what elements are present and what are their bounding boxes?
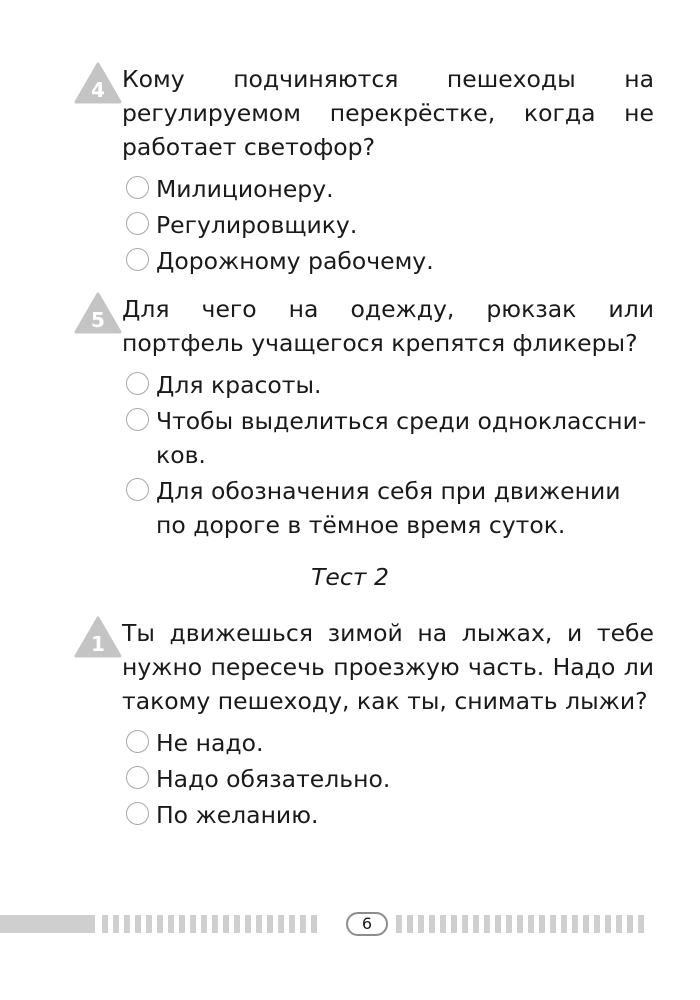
footer-tick (462, 915, 468, 933)
footer-tick (418, 915, 424, 933)
footer-tick (495, 915, 501, 933)
answer-option[interactable] (126, 762, 654, 796)
footer-tick (627, 915, 633, 933)
answer-option[interactable] (126, 404, 654, 472)
footer-tick (583, 915, 589, 933)
answer-option[interactable] (126, 208, 654, 242)
option-label: Не надо. (156, 729, 264, 757)
footer-tick (267, 915, 273, 933)
test-title: Тест 2 (311, 563, 389, 591)
page-footer (0, 912, 700, 938)
radio-circle-icon[interactable] (126, 372, 149, 395)
option-label: Регулировщику. (156, 211, 358, 239)
answer-option[interactable] (126, 726, 654, 760)
footer-tick (256, 915, 262, 933)
footer-tick (550, 915, 556, 933)
triangle-number-badge-icon (74, 616, 122, 658)
footer-tick (146, 915, 152, 933)
answer-options (74, 172, 654, 278)
footer-tick (528, 915, 534, 933)
footer-tick (311, 915, 317, 933)
radio-circle-icon[interactable] (126, 176, 149, 199)
question-header (74, 292, 654, 360)
question-1 (74, 616, 654, 834)
footer-tick (561, 915, 567, 933)
radio-circle-icon[interactable] (126, 408, 149, 431)
answer-option[interactable] (126, 474, 654, 542)
footer-tick (572, 915, 578, 933)
answer-option[interactable] (126, 244, 654, 278)
footer-tick (168, 915, 174, 933)
footer-tick (113, 915, 119, 933)
option-label: Надо обязательно. (156, 765, 391, 793)
question-header (74, 62, 654, 164)
page-number: 6 (346, 912, 388, 936)
option-label: Для красоты. (156, 371, 322, 399)
footer-ticks-left (102, 915, 317, 933)
footer-tick (506, 915, 512, 933)
footer-tick (451, 915, 457, 933)
footer-tick (473, 915, 479, 933)
option-label: Чтобы выделиться среди одноклассников. (156, 407, 647, 469)
footer-tick (245, 915, 251, 933)
footer-tick (223, 915, 229, 933)
answer-options (74, 368, 654, 542)
radio-circle-icon[interactable] (126, 730, 149, 753)
triangle-number-badge-icon (74, 292, 122, 334)
question-5 (74, 292, 654, 544)
footer-tick (539, 915, 545, 933)
footer-tick (605, 915, 611, 933)
footer-tick (440, 915, 446, 933)
footer-tick (124, 915, 130, 933)
triangle-number-badge-icon (74, 62, 122, 104)
answer-option[interactable] (126, 368, 654, 402)
radio-circle-icon[interactable] (126, 478, 149, 501)
footer-tick (594, 915, 600, 933)
radio-circle-icon[interactable] (126, 248, 149, 271)
question-text: Для чего на одежду, рюкзак или портфель учащегося крепятся фликеры? (122, 295, 654, 357)
footer-tick (190, 915, 196, 933)
footer-tick (289, 915, 295, 933)
footer-ticks-right (396, 915, 644, 933)
footer-tick (429, 915, 435, 933)
footer-tick (396, 915, 402, 933)
answer-option[interactable] (126, 798, 654, 832)
question-4 (74, 62, 654, 280)
footer-tick (484, 915, 490, 933)
option-label: Дорожному рабочему. (156, 247, 434, 275)
footer-tick (300, 915, 306, 933)
answer-options (74, 726, 654, 832)
option-label: Милиционеру. (156, 175, 334, 203)
footer-tick (179, 915, 185, 933)
question-number: 1 (91, 632, 105, 656)
option-label: Для обозначения себя при движении по дороге в тёмное время суток. (156, 477, 621, 539)
footer-tick (157, 915, 163, 933)
question-header (74, 616, 654, 718)
footer-tick (135, 915, 141, 933)
footer-tick (517, 915, 523, 933)
footer-tick (278, 915, 284, 933)
footer-tick (616, 915, 622, 933)
footer-tick (212, 915, 218, 933)
option-label: По желанию. (156, 801, 319, 829)
footer-tick (201, 915, 207, 933)
radio-circle-icon[interactable] (126, 802, 149, 825)
question-number: 4 (91, 78, 105, 102)
footer-bar (0, 915, 95, 933)
footer-tick (407, 915, 413, 933)
question-text: Ты движешься зимой на лыжах, и тебе нужно пересечь проезжую часть. Надо ли такому пешеходу, как ты, снимать лыжи? (122, 619, 654, 715)
footer-tick (638, 915, 644, 933)
footer-tick (234, 915, 240, 933)
question-text: Кому подчиняются пешеходы на регулируемом перекрёстке, когда не работает светофор? (122, 65, 654, 161)
question-number: 5 (91, 308, 105, 332)
answer-option[interactable] (126, 172, 654, 206)
footer-tick (102, 915, 108, 933)
radio-circle-icon[interactable] (126, 766, 149, 789)
radio-circle-icon[interactable] (126, 212, 149, 235)
